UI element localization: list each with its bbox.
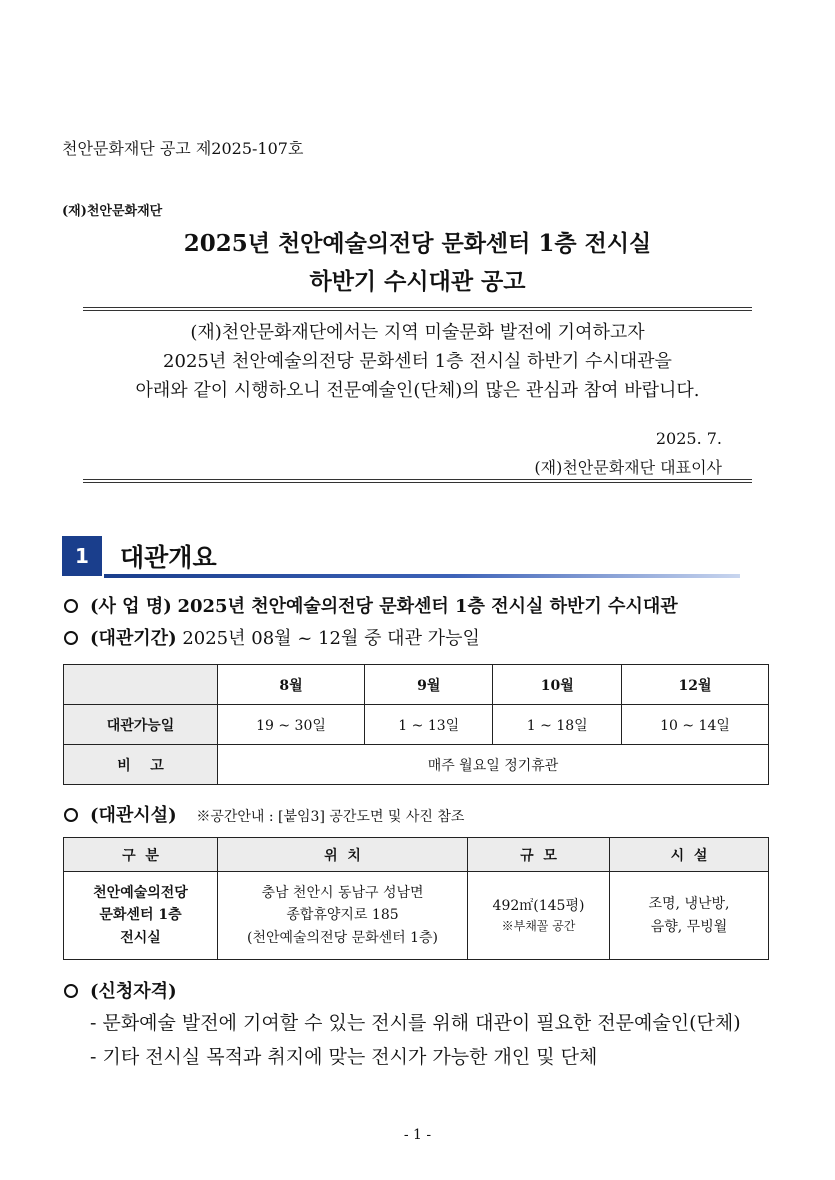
table-cell: 1 ~ 13일 [364,705,493,745]
intro-line: 아래와 같이 시행하오니 전문예술인(단체)의 많은 관심과 참여 바랍니다. [135,380,700,401]
table-row [64,872,769,960]
project-value: 2025년 천안예술의전당 문화센터 1층 전시실 하반기 수시대관 [177,596,678,617]
table-row [64,705,769,745]
section-title: 대관개요 [120,543,217,572]
cell-line: 종합휴양지로 185 [286,907,399,924]
notice-number: 천안문화재단 공고 제2025-107호 [62,139,304,158]
cell-line: 조명, 냉난방, [648,896,730,913]
circle-bullet-icon [64,631,78,645]
cell-line: 전시실 [120,929,161,946]
month-header: 12월 [621,665,768,705]
qualification-item: - 문화예술 발전에 기여할 수 있는 전시를 위해 대관이 필요한 전문예술인(단체) [90,1012,741,1034]
table-cell: 1 ~ 18일 [493,705,622,745]
facility-note: ※공간안내 : [붙임3] 공간도면 및 사진 참조 [196,809,465,825]
cell-line: 천안예술의전당 [93,884,188,901]
row-label: 대관가능일 [64,705,218,745]
size-cell [468,872,610,960]
bullet-project [64,592,678,618]
size-note: ※부채꼴 공간 [501,919,576,934]
section-number-badge: 1 [62,536,102,576]
month-header: 9월 [364,665,493,705]
column-header: 위 치 [218,838,468,872]
column-header: 구 분 [64,838,218,872]
cell-line: (천안예술의전당 문화센터 1층) [246,929,439,946]
facility-name-cell [64,872,218,960]
circle-bullet-icon [64,808,78,822]
qualification-label: (신청자격) [90,981,177,1002]
month-header: 10월 [493,665,622,705]
bullet-facility [64,801,464,827]
page-title-line1: 2025년 천안예술의전당 문화센터 1층 전시실 [183,230,652,257]
location-cell [218,872,468,960]
rental-period-table [63,664,769,785]
circle-bullet-icon [64,984,78,998]
size-main: 492㎡(145평) [492,897,585,914]
month-header: 8월 [218,665,365,705]
intro-line: (재)천안문화재단에서는 지역 미술문화 발전에 기여하고자 [190,322,645,343]
section-underline [104,574,740,578]
facility-label: (대관시설) [90,805,177,826]
bullet-period [64,624,480,650]
column-header: 규 모 [468,838,610,872]
bullet-qualification [64,977,177,1003]
page-number: - 1 - [403,1127,432,1143]
intro-line: 2025년 천안예술의전당 문화센터 1층 전시실 하반기 수시대관을 [163,351,672,372]
table-row [64,745,769,785]
org-label: (재)천안문화재단 [62,204,163,219]
table-cell: 10 ~ 14일 [621,705,768,745]
cell-line: 충남 천안시 동남구 성남면 [261,884,424,901]
column-header: 시 설 [610,838,769,872]
cell-line: 음향, 무빙월 [650,918,728,935]
double-rule-top [83,307,752,311]
row-label: 비 고 [64,745,218,785]
table-header-row [64,838,769,872]
page-title-line2: 하반기 수시대관 공고 [309,268,526,295]
table-corner-cell [64,665,218,705]
notice-date: 2025. 7. [655,429,722,448]
circle-bullet-icon [64,599,78,613]
table-cell: 19 ~ 30일 [218,705,365,745]
table-cell: 매주 월요일 정기휴관 [218,745,769,785]
facility-table [63,837,769,960]
qualification-item: - 기타 전시실 목적과 취지에 맞는 전시가 가능한 개인 및 단체 [90,1046,598,1068]
equipment-cell [610,872,769,960]
signer: (재)천안문화재단 대표이사 [534,458,722,477]
period-value: 2025년 08월 ~ 12월 중 대관 가능일 [182,628,480,649]
project-label: (사 업 명) [90,596,172,617]
cell-line: 문화센터 1층 [99,907,182,924]
double-rule-bottom [83,479,752,483]
table-header-row [64,665,769,705]
period-label: (대관기간) [90,628,177,649]
